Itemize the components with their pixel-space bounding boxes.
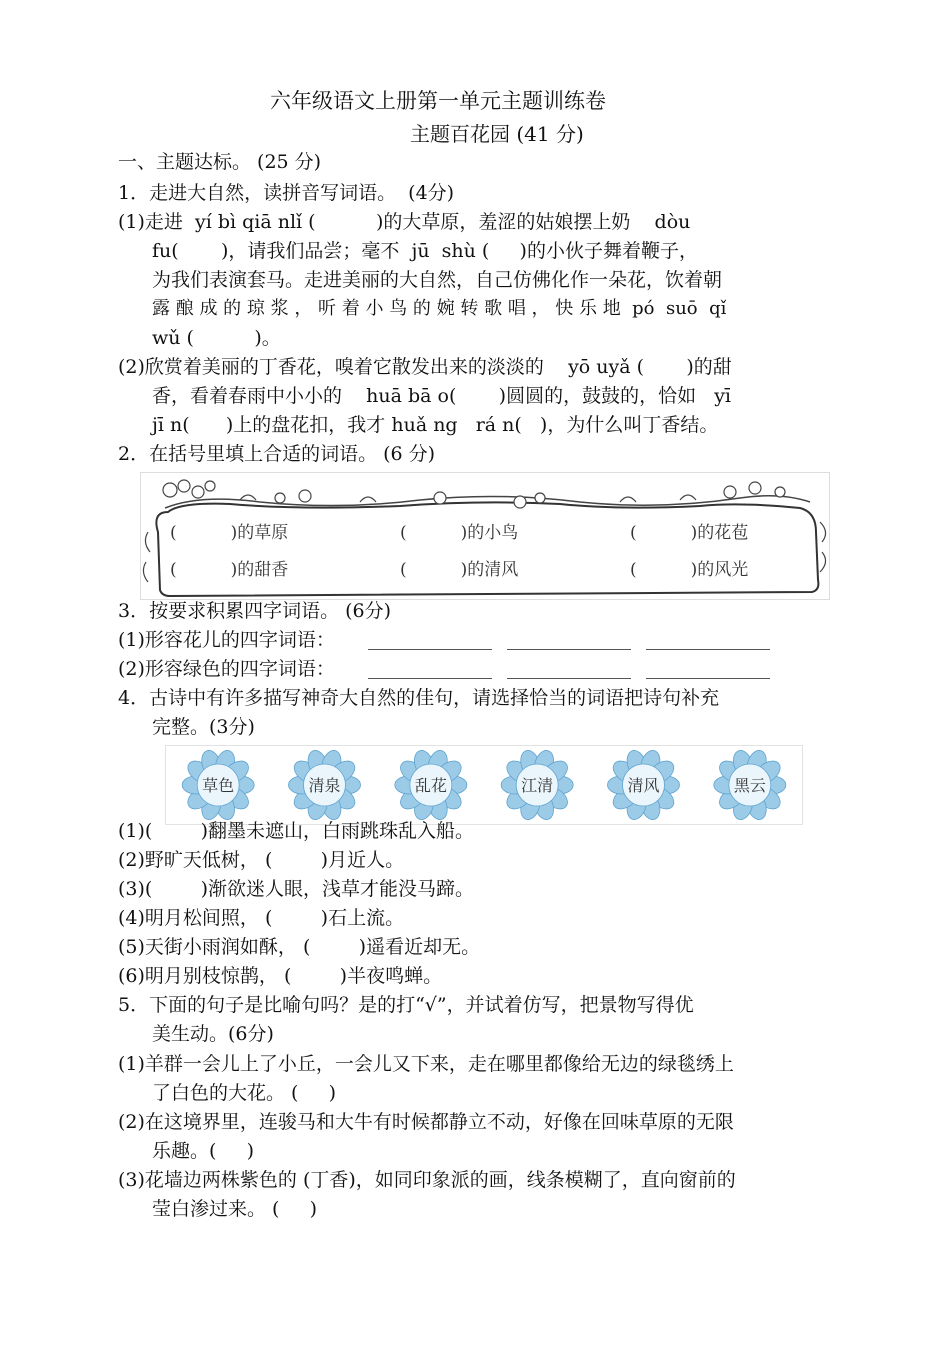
q5-item: 了白色的大花。 ( ) — [152, 1082, 337, 1104]
q4-item: (4)明月松间照， ( )石上流。 — [118, 907, 405, 929]
q2-banner — [140, 472, 830, 600]
q1-p1-line: 为我们表演套马。走进美丽的大自然，自己仿佛化作一朵花，饮着朝 — [152, 269, 723, 291]
q1-p1-line: wǔ ( )。 — [152, 327, 281, 349]
q5-item: (1)羊群一会儿上了小丘，一会儿又下来，走在哪里都像给无边的绿毯绣上 — [118, 1053, 734, 1075]
q4-item: (3)( )渐欲迷人眼，浅草才能没马蹄。 — [118, 878, 475, 900]
flower-word-icon — [608, 748, 680, 822]
q1-p2-line: jī n( )上的盘花扣，我才 huǎ ng rá n( )，为什么叫丁香结。 — [152, 414, 719, 436]
flower-word-icon — [714, 748, 786, 822]
answer-line[interactable] — [646, 677, 770, 679]
q2-cell: ( )的小鸟 — [400, 523, 519, 543]
q3-label: 3．按要求积累四字词语。 (6分) — [118, 600, 392, 622]
q2-cell: ( )的风光 — [630, 560, 749, 580]
q1-p1-line: fu( )，请我们品尝；毫不 jū shù ( )的小伙子舞着鞭子， — [152, 240, 698, 262]
q5-item: (3)花墙边两株紫色的 (丁香)，如同印象派的画，线条模糊了，直向窗前的 — [118, 1169, 736, 1191]
answer-line[interactable] — [368, 677, 492, 679]
flower-word-icon — [182, 748, 254, 822]
q4-item: (2)野旷天低树， ( )月近人。 — [118, 849, 405, 871]
q2-cell: ( )的花苞 — [630, 523, 749, 543]
q1-p1-line: 露 酿 成 的 琼 浆 ， 听 着 小 鸟 的 婉 转 歌 唱 ， 快 乐 地 pó suō qǐ — [152, 298, 727, 319]
q2-cell: ( )的清风 — [400, 560, 519, 580]
answer-line[interactable] — [507, 648, 631, 650]
q4-item: (5)天街小雨润如酥， ( )遥看近却无。 — [118, 936, 481, 958]
q3-item: (2)形容绿色的四字词语： — [118, 658, 335, 680]
flower-word-icon — [395, 748, 467, 822]
section-heading: 一、主题达标。 (25 分) — [118, 151, 322, 173]
flower-word-icon — [289, 748, 361, 822]
q5-label: 美生动。(6分) — [152, 1023, 274, 1045]
q4-item: (6)明月别枝惊鹊， ( )半夜鸣蝉。 — [118, 965, 443, 987]
q5-item: (2)在这境界里，连骏马和大牛有时候都静立不动，好像在回味草原的无限 — [118, 1111, 734, 1133]
q2-label: 2．在括号里填上合适的词语。 (6 分) — [118, 443, 436, 465]
q5-label: 5．下面的句子是比喻句吗？是的打“√”，并试着仿写，把景物写得优 — [118, 994, 694, 1016]
q2-cell: ( )的甜香 — [170, 560, 289, 580]
q1-p2-line: 香，看着春雨中小小的 huā bā o( )圆圆的，鼓鼓的，恰如 yī — [152, 385, 732, 407]
q3-item: (1)形容花儿的四字词语： — [118, 629, 335, 651]
answer-line[interactable] — [507, 677, 631, 679]
word-bank-item: 乱花 — [414, 776, 447, 795]
page-subtitle: 主题百花园 (41 分) — [410, 122, 584, 146]
answer-line[interactable] — [368, 648, 492, 650]
page-title: 六年级语文上册第一单元主题训练卷 — [270, 89, 606, 113]
q4-label: 完整。(3分) — [152, 716, 255, 738]
q4-label: 4．古诗中有许多描写神奇大自然的佳句，请选择恰当的词语把诗句补充 — [118, 687, 720, 709]
word-bank-item: 清泉 — [308, 776, 341, 795]
q4-item: (1)( )翻墨未遮山，白雨跳珠乱入船。 — [118, 820, 475, 842]
word-bank-item: 黑云 — [733, 776, 766, 795]
word-bank-item: 江清 — [521, 776, 554, 795]
word-bank-flowers — [165, 745, 803, 825]
q5-item: 莹白渗过来。 ( ) — [152, 1198, 318, 1220]
word-bank — [165, 745, 803, 825]
q1-p2-line: (2)欣赏着美丽的丁香花，嗅着它散发出来的淡淡的 yō uyǎ ( )的甜 — [118, 356, 732, 378]
word-bank-item: 草色 — [202, 776, 235, 795]
q2-cell: ( )的草原 — [170, 523, 289, 543]
word-bank-item: 清风 — [627, 776, 660, 795]
answer-line[interactable] — [646, 648, 770, 650]
q1-p1-line: (1)走进 yí bì qiā nlǐ ( )的大草原，羞涩的姑娘摆上奶 dòu — [118, 211, 691, 233]
q5-item: 乐趣。( ) — [152, 1140, 255, 1162]
flower-word-icon — [501, 748, 573, 822]
q1-label: 1．走进大自然，读拼音写词语。 (4分) — [118, 182, 455, 204]
